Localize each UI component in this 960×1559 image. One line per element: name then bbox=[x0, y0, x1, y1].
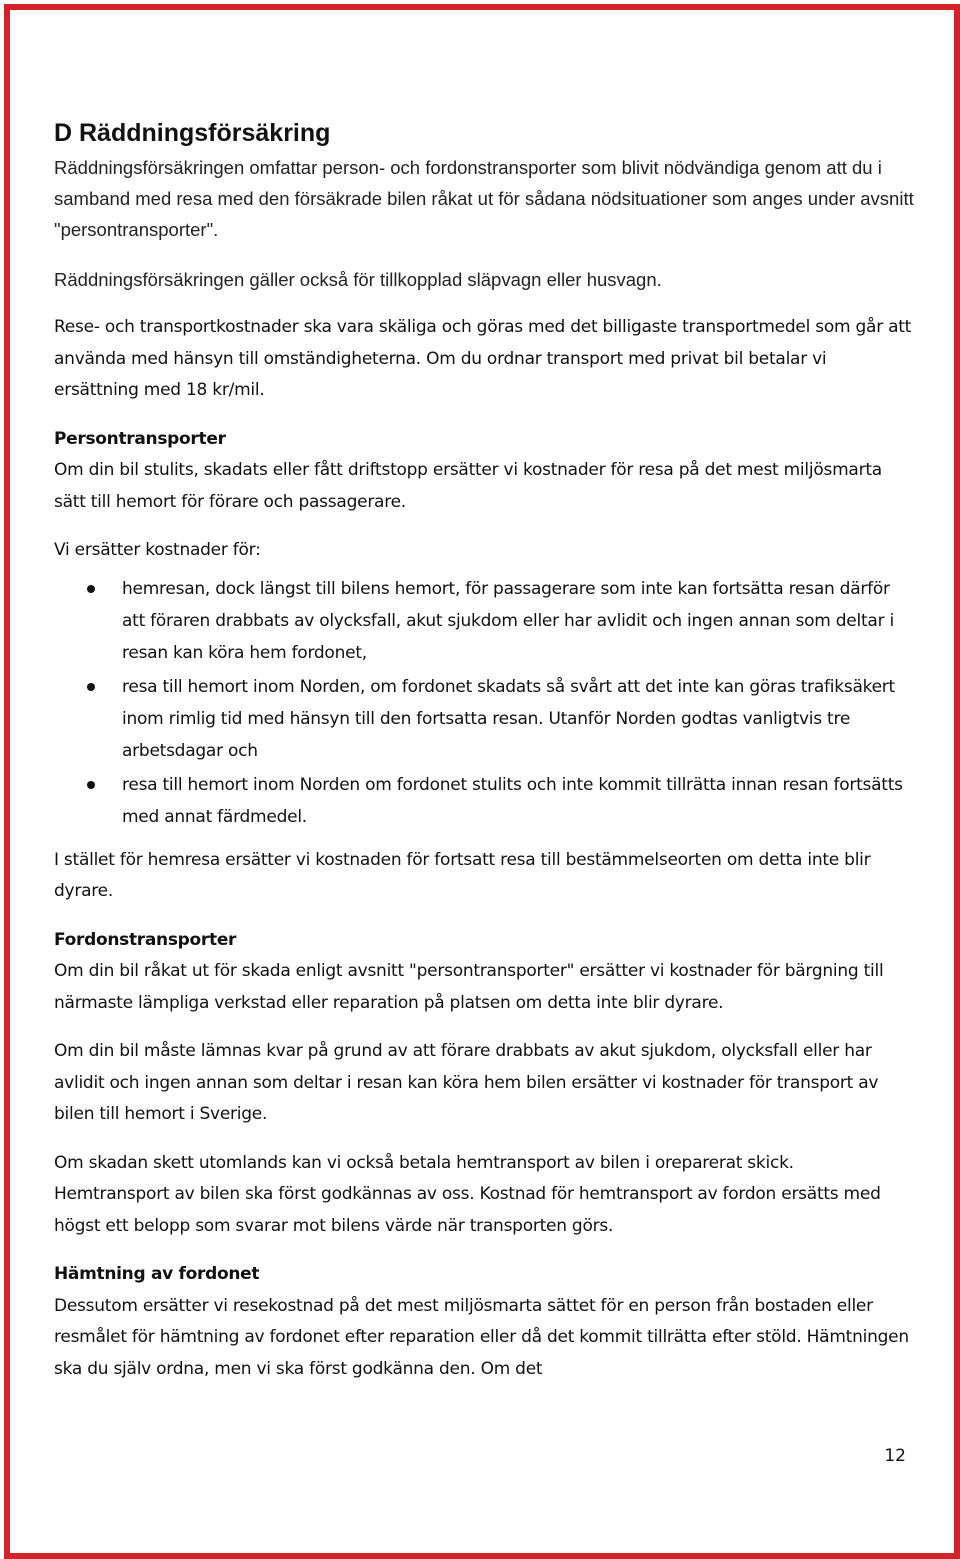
persontransporter-text: Om din bil stulits, skadats eller fått driftstopp ersätter vi kostnader för resa på det mest miljösmarta sätt till hemort för förare och passagerare. bbox=[54, 460, 882, 512]
list-item-text: resa till hemort inom Norden, om fordonet skadats så svårt att det inte kan göras trafiksäkert inom rimlig tid med hänsyn till den fortsatta resan. Utanför Norden godtas vanligtvis tre arbetsdagar och bbox=[122, 676, 895, 761]
document-body bbox=[54, 117, 914, 1402]
list-item bbox=[54, 573, 914, 669]
fordonstransporter-heading: Fordonstransporter bbox=[54, 929, 237, 950]
fordonstransporter-paragraph: Om din bil måste lämnas kvar på grund av att förare drabbats av akut sjukdom, olycksfall eller har avlidit och ingen annan som deltar i resan kan köra hem bilen ersätter vi kostnader för transport av bilen till hemort i Sverige. bbox=[54, 1041, 879, 1124]
page-number: 12 bbox=[884, 1446, 906, 1466]
intro-paragraph: Räddningsförsäkringen omfattar person- och fordonstransporter som blivit nödvändiga genom att du i samband med resa med den försäkrade bilen råkat ut för sådana nödsituationer som anges under avsnitt "persontransporter". bbox=[54, 157, 914, 240]
bullet-icon bbox=[87, 585, 95, 593]
list-intro: Vi ersätter kostnader för: bbox=[54, 540, 261, 560]
section-title: D Räddningsförsäkring bbox=[54, 119, 331, 147]
costs-paragraph: Rese- och transportkostnader ska vara skäliga och göras med det billigaste transportmedel som går att använda med hänsyn till omständigheterna. Om du ordnar transport med privat bil betalar vi ersättning med 18 kr/mil. bbox=[54, 317, 912, 400]
hamtning-heading: Hämtning av fordonet bbox=[54, 1264, 260, 1284]
list-item bbox=[54, 671, 914, 767]
list-item bbox=[54, 769, 914, 833]
after-list-paragraph: I stället för hemresa ersätter vi kostnaden för fortsatt resa till bestämmelseorten om detta inte blir dyrare. bbox=[54, 849, 871, 901]
fordonstransporter-paragraph: Om skadan skett utomlands kan vi också betala hemtransport av bilen i oreparerat skick. Hemtransport av bilen ska först godkännas av oss. Kostnad för hemtransport av fordon ersätts med högst ett belopp som svarar mot bilens värde när transporten görs. bbox=[54, 1152, 881, 1236]
fordonstransporter-paragraph: Om din bil råkat ut för skada enligt avsnitt "persontransporter" ersätter vi kostnader för bärgning till närmaste lämpliga verkstad eller reparation på platsen om detta inte blir dyrare. bbox=[54, 961, 884, 1013]
persontransporter-heading: Persontransporter bbox=[54, 428, 226, 449]
bullet-icon bbox=[87, 683, 95, 691]
bullet-icon bbox=[87, 781, 95, 789]
cost-list bbox=[54, 573, 914, 833]
list-item-text: hemresan, dock längst till bilens hemort, för passagerare som inte kan fortsätta resan därför att föraren drabbats av olycksfall, akut sjukdom eller har avlidit och ingen annan som deltar i resan kan köra hem fordonet, bbox=[122, 578, 894, 663]
hamtning-text: Dessutom ersätter vi resekostnad på det mest miljösmarta sättet för en person från bostaden eller resmålet för hämtning av fordonet efter reparation eller då det kommit tillrätta efter stöld. Hämtningen ska du själv ordna, men vi ska först godkänna den. Om det bbox=[54, 1295, 909, 1379]
intro-paragraph: Räddningsförsäkringen gäller också för tillkopplad släpvagn eller husvagn. bbox=[54, 269, 662, 290]
list-item-text: resa till hemort inom Norden om fordonet stulits och inte kommit tillrätta innan resan fortsätts med annat färdmedel. bbox=[122, 774, 903, 827]
